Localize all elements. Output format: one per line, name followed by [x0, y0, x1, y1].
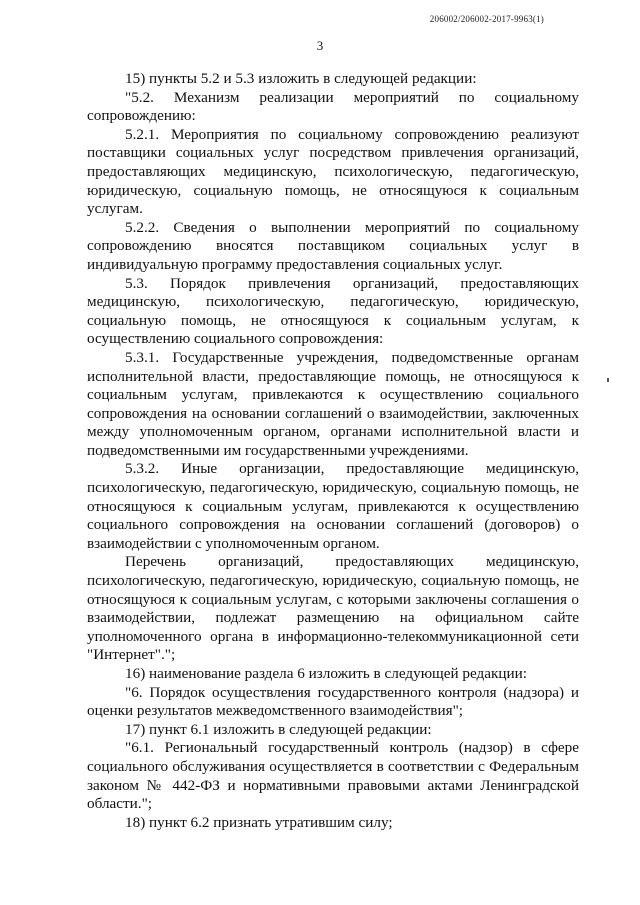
paragraph-item-17: 17) пункт 6.1 изложить в следующей редакции: [125, 720, 432, 738]
paragraph-5-2-2: 5.2.2. Сведения о выполнении мероприятий по социальному сопровождению вносятся поставщиком социальных услуг в индивидуальную программу предоставления социальных услуг. [87, 218, 579, 273]
paragraph-5-3-1: 5.3.1. Государственные учреждения, подведомственные органам исполнительной власти, предоставляющие помощь, не относящуюся к социальным услугам, привлекаются к осуществлению социального сопровождения на основании соглашений о взаимодействии, заключенных между уполномоченным органом, органами исполнительной власти и подведомственными им государственными учреждениями. [87, 348, 579, 459]
scan-mark [607, 378, 609, 382]
document-body [87, 70, 579, 832]
paragraph-item-18: 18) пункт 6.2 признать утратившим силу; [125, 813, 393, 831]
paragraph-5-3: 5.3. Порядок привлечения организаций, предоставляющих медицинскую, психологическую, педагогическую, юридическую, социальную помощь, не относящуюся к социальным услугам, к осуществлению социального сопровождения: [87, 274, 579, 348]
paragraph-organizations-list: Перечень организаций, предоставляющих медицинскую, психологическую, педагогическую, юридическую, социальную помощь, не относящуюся к социальным услугам, с которыми заключены соглашения о взаимодействии, подлежат размещению на официальном сайте уполномоченного органа в информационно-телекоммуникационной сети "Интернет"."; [87, 553, 579, 664]
paragraph-section-6-title: "6. Порядок осуществления государственного контроля (надзора) и оценки результатов межведомственного взаимодействия"; [87, 683, 579, 720]
paragraph-5-2-1: 5.2.1. Мероприятия по социальному сопровождению реализуют поставщики социальных услуг посредством привлечения организаций, предоставляющих медицинскую, психологическую, педагогическую, юридическую, социальную помощь, не относящуюся к социальным услугам. [87, 125, 579, 218]
document-id: 206002/206002-2017-9963(1) [429, 14, 544, 24]
paragraph-5-3-2: 5.3.2. Иные организации, предоставляющие медицинскую, психологическую, педагогическую, юридическую, социальную помощь, не относящуюся к социальным услугам, привлекаются к осуществлению социального сопровождения на основании соглашений (договоров) о взаимодействии с уполномоченным органом. [87, 460, 579, 552]
page-number: 3 [316, 38, 324, 53]
paragraph-item-16: 16) наименование раздела 6 изложить в следующей редакции: [125, 665, 527, 682]
paragraph-6-1: "6.1. Региональный государственный контроль (надзор) в сфере социального обслуживания осуществляется в соответствии с Федеральным законом № 442-ФЗ и нормативными правовыми актами Ленинградской области."; [87, 739, 579, 813]
paragraph-item-15: 15) пункты 5.2 и 5.3 изложить в следующей редакции: [125, 70, 477, 87]
paragraph-5-2-heading: "5.2. Механизм реализации мероприятий по социальному сопровождению: [87, 88, 579, 125]
